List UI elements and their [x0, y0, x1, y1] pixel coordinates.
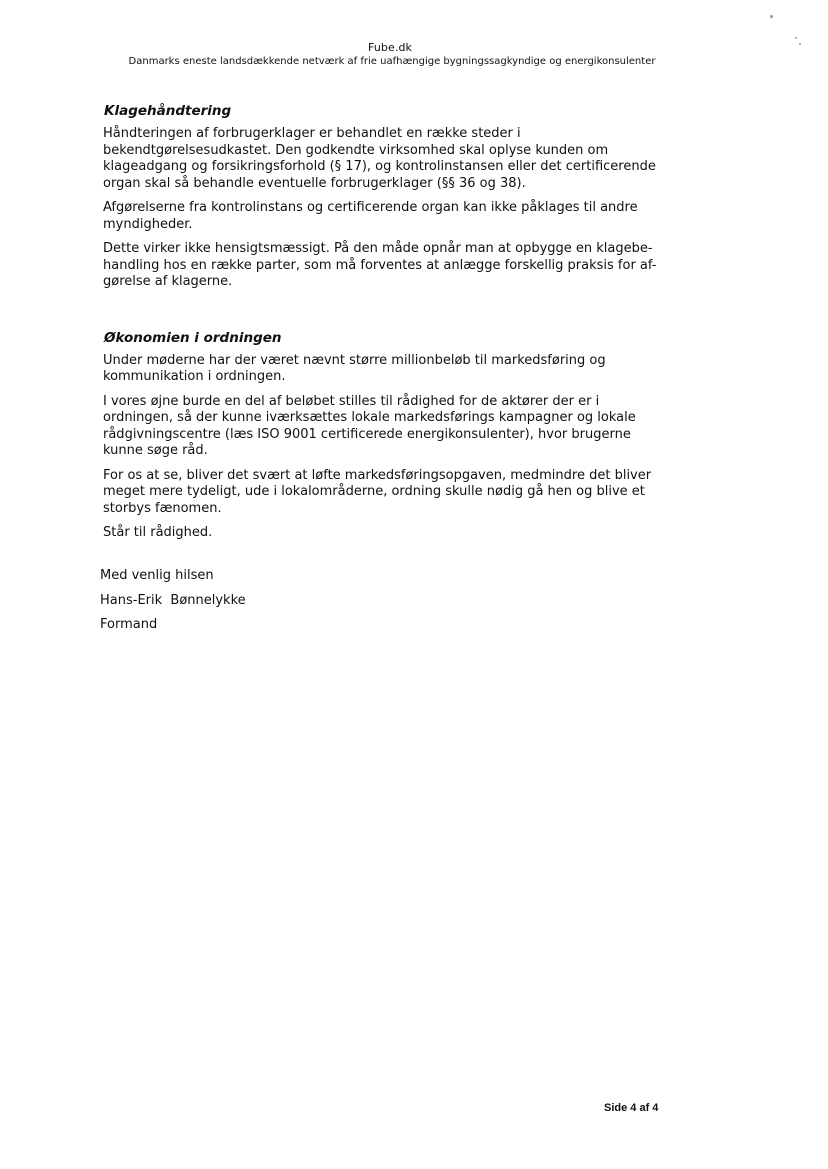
section-title: Økonomien i ordningen — [104, 329, 282, 346]
section-complaints — [103, 102, 693, 291]
paragraph: I vores øjne burde en del af beløbet stilles til rådighed for de aktører der er i ordningen, så der kunne iværksættes lokale markedsførings kampagner og lokale rådgivningscentre (læs ISO 9001 certificerede energikonsulenter), hvor brugerne kunne søge råd. — [103, 393, 636, 458]
paragraph: Håndteringen af forbrugerklager er behandlet en række steder i bekendtgørelsesudkastet. Den godkendte virksomhed skal oplyse kunden om klageadgang og forsikringsforhold (§ 17), og kontrolinstansen eller det certificerende organ skal så behandle eventuelle forbrugerklager (§§ 36 og 38). — [103, 126, 656, 191]
paragraph: For os at se, bliver det svært at løfte markedsføringsopgaven, medmindre det bliver meget mere tydeligt, ude i lokalområderne, ordning skulle nødig gå hen og blive et storbys fænomen. — [103, 467, 652, 516]
scan-speck — [795, 37, 797, 39]
paragraph: Under møderne har der været nævnt større millionbeløb til markedsføring og kommunikation i ordningen. — [103, 352, 606, 384]
page-number: Side 4 af 4 — [604, 1102, 659, 1114]
page-header — [0, 41, 828, 69]
paragraph: Afgørelserne fra kontrolinstans og certificerende organ kan ikke påklages til andre myndigheder. — [103, 200, 638, 232]
document-body — [103, 102, 693, 550]
section-title: Klagehåndtering — [104, 103, 232, 119]
scan-speck — [799, 43, 801, 45]
signer-name: Hans-Erik Bønnelykke — [100, 592, 246, 608]
header-site-name: Fube.dk — [368, 41, 412, 54]
signer-title: Formand — [100, 617, 158, 632]
closing-greeting: Med venlig hilsen — [100, 568, 214, 583]
section-economy — [103, 329, 693, 542]
scan-speck — [770, 15, 773, 18]
header-tagline: Danmarks eneste landsdækkende netværk af frie uafhængige bygningssagkyndige og energikonsulenter — [128, 56, 656, 67]
paragraph: Står til rådighed. — [103, 525, 213, 540]
paragraph: Dette virker ikke hensigtsmæssigt. På den måde opnår man at opbygge en klagebe- handling hos en række parter, som må forventes at anlægge forskellig praksis for af- gørelse af klagerne. — [103, 241, 657, 289]
signature-block — [100, 564, 246, 638]
section-spacer — [103, 299, 693, 329]
